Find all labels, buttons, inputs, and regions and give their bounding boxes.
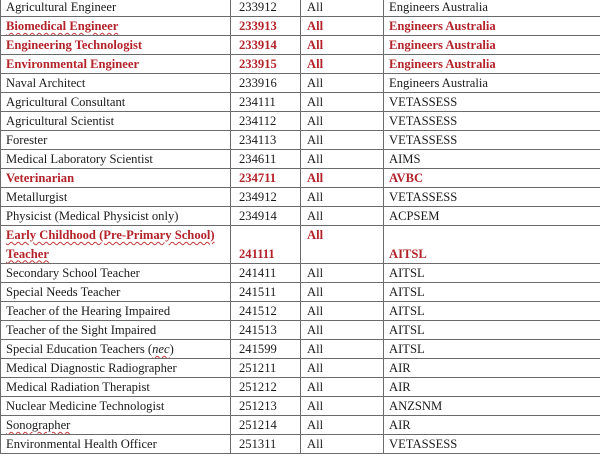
table-row: [1, 0, 600, 17]
occupation-cell: Naval Architect: [1, 74, 231, 93]
assessing-authority-cell: AITSL: [384, 321, 600, 340]
table-row: [1, 302, 600, 321]
assessing-authority-cell: VETASSESS: [384, 93, 600, 112]
assessing-authority-cell: VETASSESS: [384, 435, 600, 454]
anzsco-code-cell: 234914: [231, 207, 301, 226]
scope-cell: All: [301, 264, 384, 283]
anzsco-code-cell: 233915: [231, 55, 301, 74]
scope-cell: All: [301, 302, 384, 321]
assessing-authority-cell: AITSL: [384, 283, 600, 302]
anzsco-code-cell: 241512: [231, 302, 301, 321]
occupation-text: Sonographer: [6, 418, 71, 432]
anzsco-code-cell: 233912: [231, 0, 301, 17]
scope-cell: All: [301, 435, 384, 454]
anzsco-code-cell: 251211: [231, 359, 301, 378]
table-row: [1, 321, 600, 340]
assessing-authority-cell: Engineers Australia: [384, 55, 600, 74]
occupation-qualifier: nec: [152, 342, 170, 356]
table-row: [1, 150, 600, 169]
anzsco-code-cell: 234711: [231, 169, 301, 188]
table-row: [1, 74, 600, 93]
anzsco-code-cell: 234113: [231, 131, 301, 150]
table-row-highlighted: [1, 36, 600, 55]
table-row: [1, 397, 600, 416]
table-row: [1, 207, 600, 226]
scope-cell: All: [301, 169, 384, 188]
scope-cell: All: [301, 112, 384, 131]
scope-cell: All: [301, 226, 384, 264]
anzsco-code-cell: 241599: [231, 340, 301, 359]
occupation-cell: [1, 416, 231, 435]
assessing-authority-cell: AIR: [384, 378, 600, 397]
occupation-cell: Environmental Health Officer: [1, 435, 231, 454]
scope-cell: All: [301, 321, 384, 340]
occupation-cell: Teacher of the Hearing Impaired: [1, 302, 231, 321]
table-row: [1, 340, 600, 359]
occupation-cell: Medical Diagnostic Radiographer: [1, 359, 231, 378]
scope-cell: All: [301, 340, 384, 359]
scope-cell: All: [301, 397, 384, 416]
table-row: [1, 264, 600, 283]
occupation-cell: Medical Radiation Therapist: [1, 378, 231, 397]
table-row-highlighted: [1, 17, 600, 36]
table-row: [1, 93, 600, 112]
occupation-cell: Environmental Engineer: [1, 55, 231, 74]
anzsco-code-cell: 241513: [231, 321, 301, 340]
assessing-authority-cell: AVBC: [384, 169, 600, 188]
anzsco-code-cell: 251212: [231, 378, 301, 397]
occupation-cell: [1, 17, 231, 36]
assessing-authority-cell: Engineers Australia: [384, 36, 600, 55]
assessing-authority-cell: ACPSEM: [384, 207, 600, 226]
occupation-cell: Engineering Technologist: [1, 36, 231, 55]
scope-cell: All: [301, 17, 384, 36]
anzsco-code-cell: 234611: [231, 150, 301, 169]
scope-cell: All: [301, 378, 384, 397]
occupation-cell: Forester: [1, 131, 231, 150]
table-row: [1, 283, 600, 302]
scope-cell: All: [301, 416, 384, 435]
anzsco-code-cell: 234111: [231, 93, 301, 112]
occupation-cell: Nuclear Medicine Technologist: [1, 397, 231, 416]
table-row: [1, 416, 600, 435]
table-row: [1, 435, 600, 454]
assessing-authority-cell: AITSL: [384, 340, 600, 359]
table-row-highlighted: [1, 226, 600, 264]
occupation-cell: Medical Laboratory Scientist: [1, 150, 231, 169]
occupation-cell: [1, 226, 231, 264]
occupation-cell: Physicist (Medical Physicist only): [1, 207, 231, 226]
scope-cell: All: [301, 0, 384, 17]
anzsco-code-cell: 234912: [231, 188, 301, 207]
scope-cell: All: [301, 359, 384, 378]
scope-cell: All: [301, 74, 384, 93]
table-row-highlighted: [1, 169, 600, 188]
occupation-cell: Veterinarian: [1, 169, 231, 188]
occupation-text-tail: ): [169, 342, 174, 356]
assessing-authority-cell: AITSL: [384, 264, 600, 283]
assessing-authority-cell: ANZSNM: [384, 397, 600, 416]
occupation-cell: Teacher of the Sight Impaired: [1, 321, 231, 340]
occupation-cell: [1, 340, 231, 359]
anzsco-code-cell: 241411: [231, 264, 301, 283]
anzsco-code-cell: 233914: [231, 36, 301, 55]
scope-cell: All: [301, 55, 384, 74]
scope-cell: All: [301, 188, 384, 207]
occupation-text: Special Education Teachers (: [6, 342, 153, 356]
anzsco-code-cell: 241511: [231, 283, 301, 302]
assessing-authority-cell: Engineers Australia: [384, 74, 600, 93]
occupation-cell: Agricultural Engineer: [1, 0, 231, 17]
assessing-authority-cell: AIR: [384, 359, 600, 378]
table-row: [1, 378, 600, 397]
assessing-authority-cell: AITSL: [384, 302, 600, 321]
anzsco-code-cell: 233916: [231, 74, 301, 93]
anzsco-code-cell: 234112: [231, 112, 301, 131]
anzsco-code-cell: 241111: [231, 226, 301, 264]
table-row: [1, 188, 600, 207]
table-row: [1, 359, 600, 378]
occupation-cell: Secondary School Teacher: [1, 264, 231, 283]
anzsco-code-cell: 251213: [231, 397, 301, 416]
assessing-authority-cell: VETASSESS: [384, 188, 600, 207]
occupation-cell: Agricultural Consultant: [1, 93, 231, 112]
scope-cell: All: [301, 150, 384, 169]
table-row: [1, 112, 600, 131]
anzsco-code-cell: 233913: [231, 17, 301, 36]
table-row: [1, 131, 600, 150]
assessing-authority-cell: VETASSESS: [384, 112, 600, 131]
occupation-cell: Metallurgist: [1, 188, 231, 207]
scope-cell: All: [301, 131, 384, 150]
anzsco-code-cell: 251214: [231, 416, 301, 435]
table-row-highlighted: [1, 55, 600, 74]
scope-cell: All: [301, 36, 384, 55]
assessing-authority-cell: VETASSESS: [384, 131, 600, 150]
assessing-authority-cell: Engineers Australia: [384, 17, 600, 36]
scope-cell: All: [301, 283, 384, 302]
assessing-authority-cell: AIR: [384, 416, 600, 435]
occupation-cell: Special Needs Teacher: [1, 283, 231, 302]
scope-cell: All: [301, 207, 384, 226]
anzsco-code-cell: 251311: [231, 435, 301, 454]
occupation-cell: Agricultural Scientist: [1, 112, 231, 131]
assessing-authority-cell: AIMS: [384, 150, 600, 169]
scope-cell: All: [301, 93, 384, 112]
assessing-authority-cell: Engineers Australia: [384, 0, 600, 17]
occupation-text: Biomedical Engineer: [6, 19, 119, 33]
occupation-text: Early Childhood (Pre-Primary School) Teacher: [6, 228, 215, 261]
assessing-authority-cell: AITSL: [384, 226, 600, 264]
